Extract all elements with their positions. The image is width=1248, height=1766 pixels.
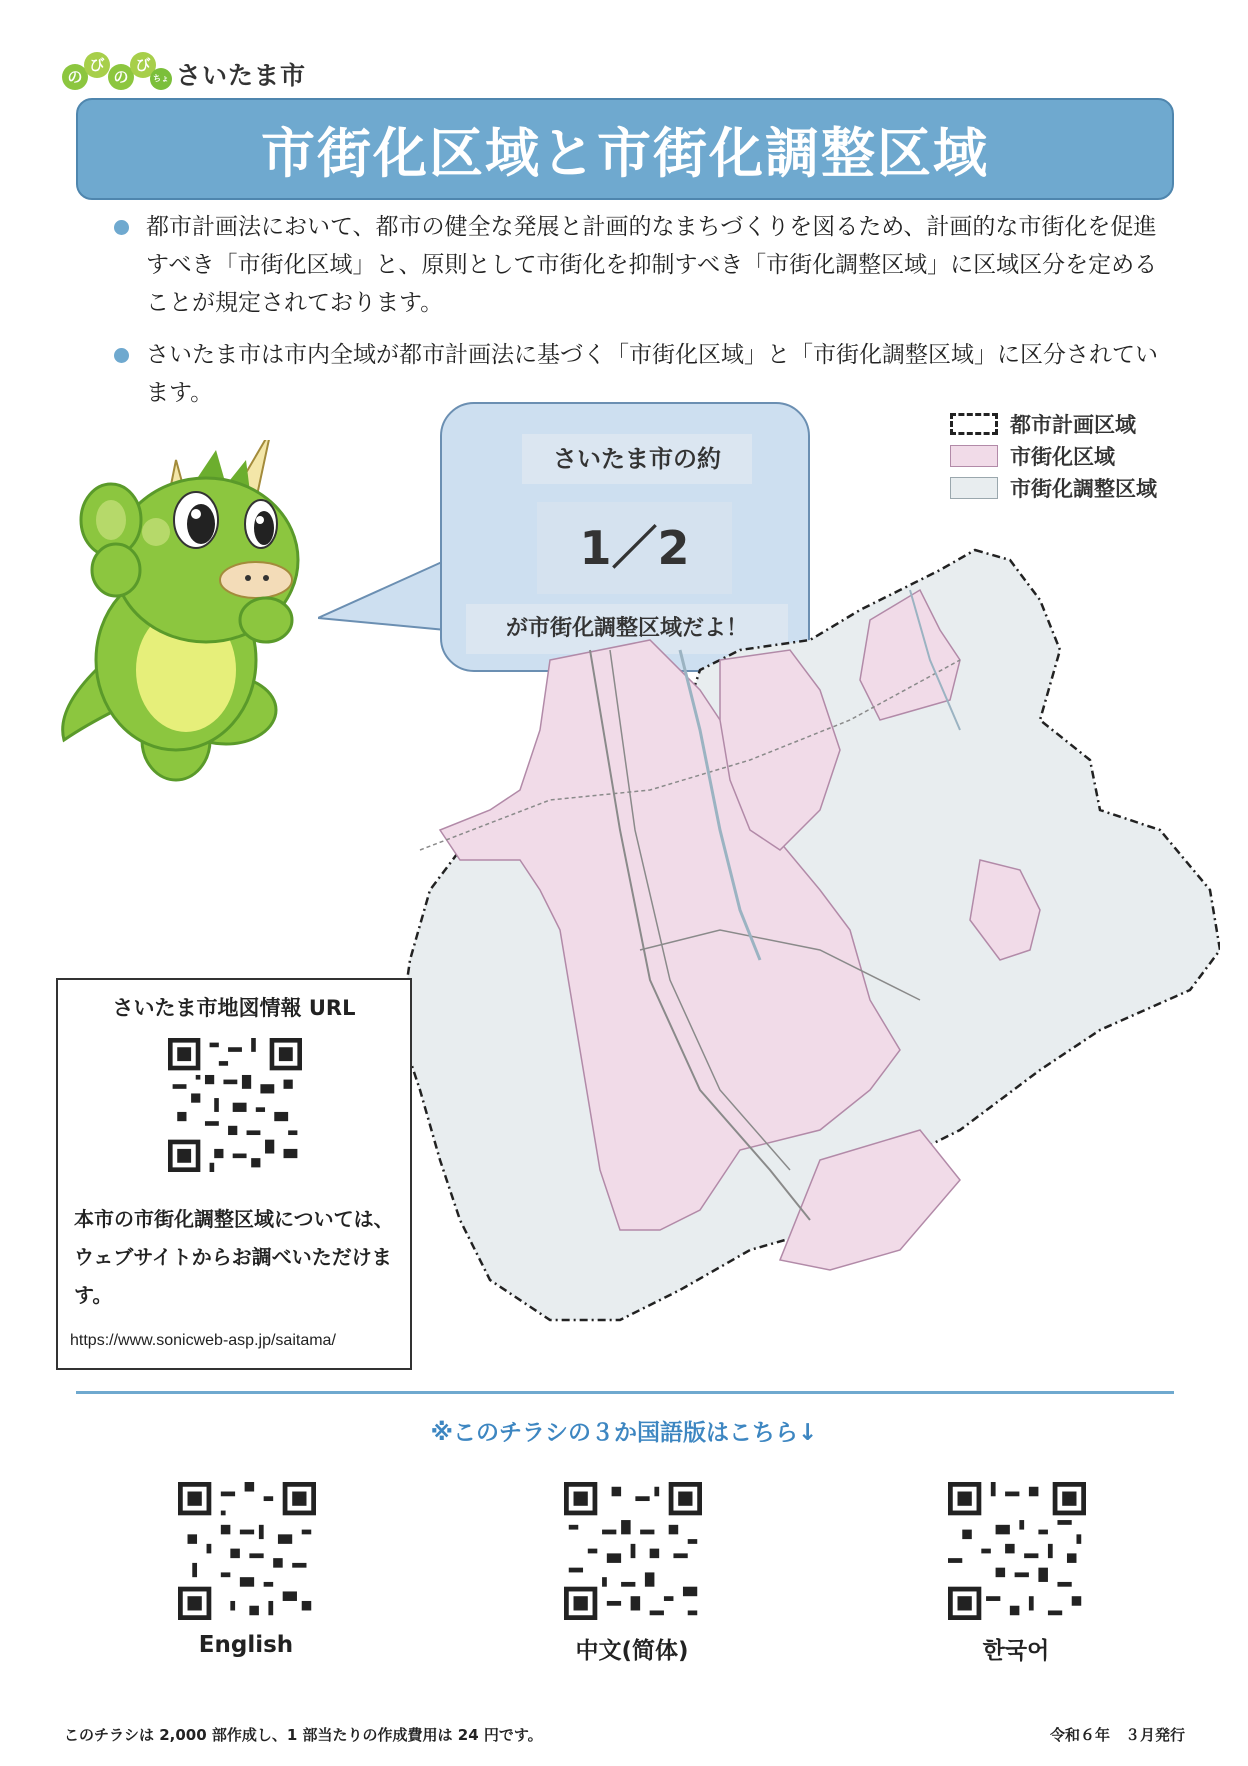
- logo-syllable: び: [130, 52, 156, 78]
- footer-issue-date: 令和６年 ３月発行: [1050, 1726, 1186, 1744]
- legend-label: 市街化調整区域: [1010, 477, 1157, 501]
- city-name: さいたま市: [176, 61, 307, 90]
- legend-label: 市街化区域: [1010, 445, 1115, 469]
- title-banner: [76, 98, 1174, 200]
- map-info-description: 本市の市街化調整区域については、ウェブサイトからお調べいただけます。: [74, 1207, 394, 1307]
- language-label-korean: 한국어: [982, 1638, 1050, 1664]
- language-label-english: English: [198, 1632, 294, 1658]
- legend-item-urbanization-area: [950, 440, 1200, 472]
- speech-fraction: 1／2: [537, 502, 732, 594]
- legend-swatch-dashed: [950, 413, 998, 435]
- legend-swatch-pink: [950, 445, 998, 467]
- logo-syllable: び: [84, 52, 110, 78]
- bullet-item: さいたま市は市内全域が都市計画法に基づく「市街化区域」と「市街化調整区域」に区分されています。: [112, 336, 1172, 412]
- speech-text-conclusion: が市街化調整区域だよ！: [466, 604, 788, 654]
- language-versions-note: ※このチラシの３か国語版はこちら↓: [430, 1420, 818, 1446]
- legend-swatch-gray: [950, 477, 998, 499]
- map-info-qr-code[interactable]: [168, 1038, 302, 1172]
- korean-qr-code[interactable]: [948, 1482, 1086, 1620]
- chinese-qr-code[interactable]: [564, 1482, 702, 1620]
- page-title: 市街化区域と市街化調整区域: [261, 121, 989, 185]
- intro-bullets: [112, 208, 1172, 426]
- footer-print-info: このチラシは 2,000 部作成し、1 部当たりの作成費用は 24 円です。: [64, 1726, 543, 1744]
- logo-syllable: の: [62, 64, 88, 90]
- legend-item-planning-area: [950, 408, 1200, 440]
- map-info-url-link[interactable]: https://www.sonicweb-asp.jp/saitama/: [70, 1332, 336, 1349]
- section-divider: [76, 1391, 1174, 1394]
- map-info-box: [56, 978, 412, 1370]
- city-logo: [62, 50, 322, 100]
- speech-text-intro: さいたま市の約: [522, 434, 752, 484]
- nobinobi-logo-mark: [62, 50, 172, 96]
- legend-item-control-area: [950, 472, 1200, 504]
- mascot-dragon-illustration: [56, 440, 346, 860]
- map-legend: [950, 408, 1200, 504]
- map-info-title: さいたま市地図情報 URL: [112, 996, 356, 1020]
- bullet-item: 都市計画法において、都市の健全な発展と計画的なまちづくりを図るため、計画的な市街化を促進すべき「市街化区域」と、原則として市街化を抑制すべき「市街化調整区域」に区域区分を定めることが規定されております。: [112, 208, 1172, 322]
- city-zoning-map: [400, 530, 1220, 1350]
- logo-tag: ちょ: [150, 68, 172, 90]
- legend-label: 都市計画区域: [1010, 413, 1136, 437]
- language-label-chinese: 中文(简体): [575, 1638, 689, 1664]
- english-qr-code[interactable]: [178, 1482, 316, 1620]
- logo-syllable: の: [108, 64, 134, 90]
